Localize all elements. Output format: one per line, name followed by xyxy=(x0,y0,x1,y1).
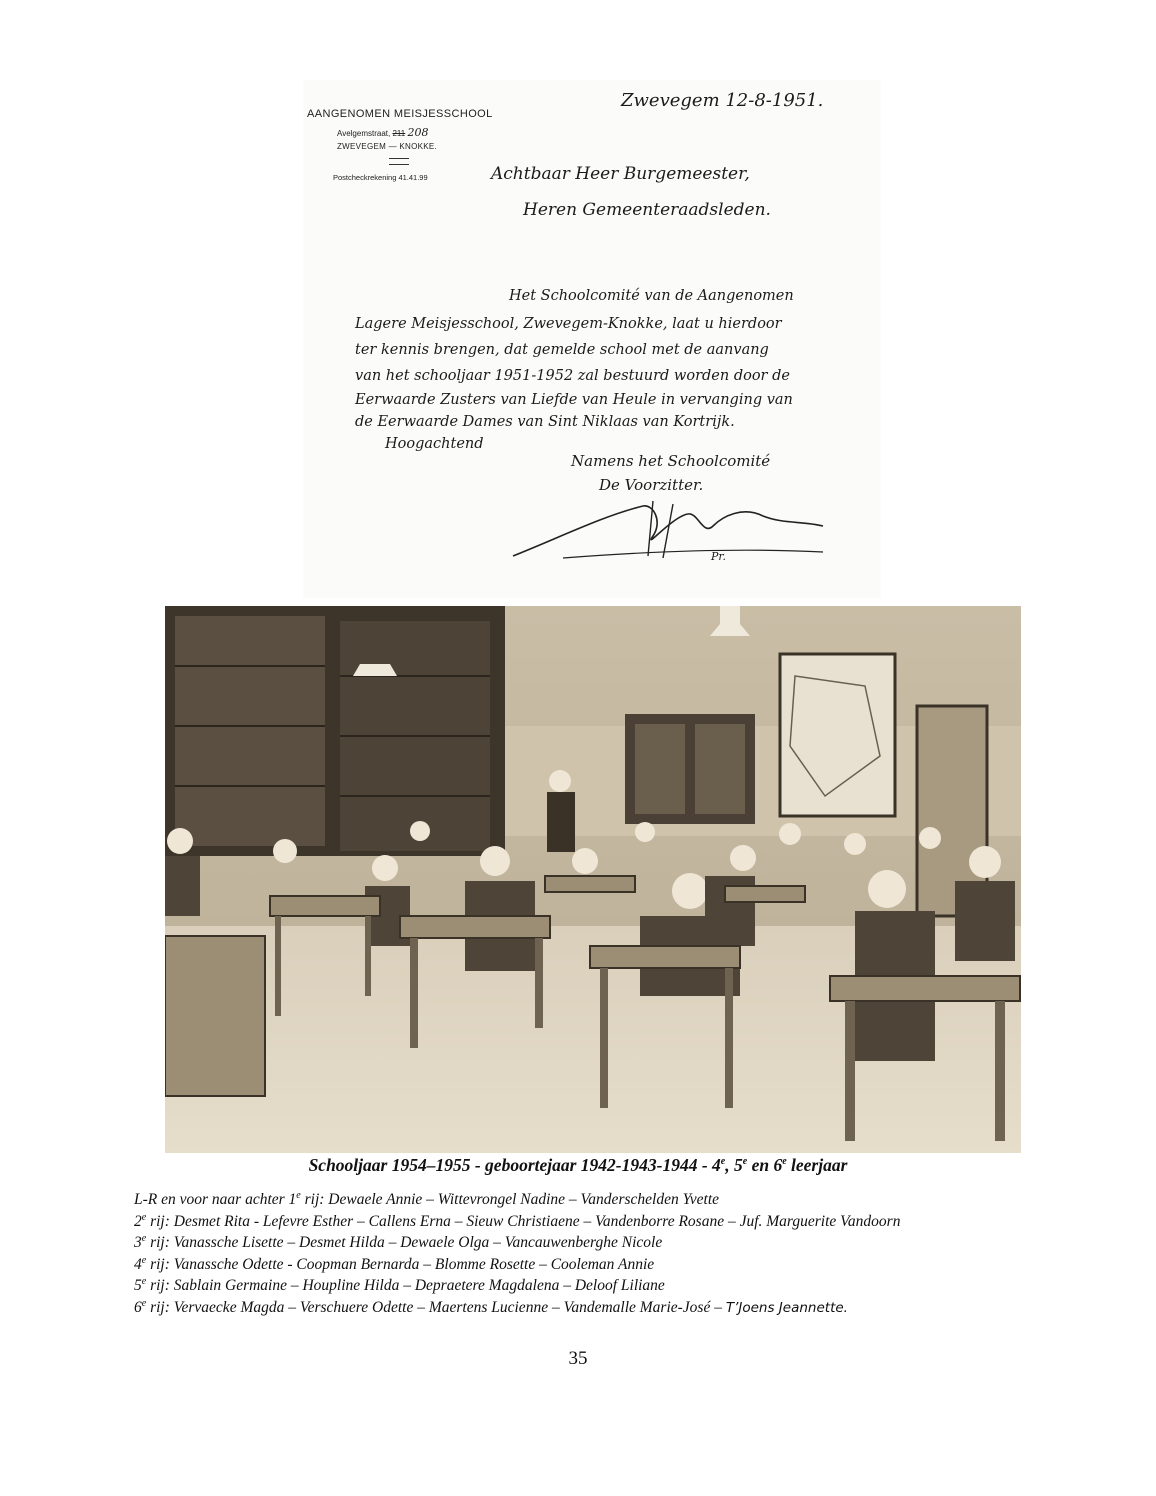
row-names: rij: Dewaele Annie – Wittevrongel Nadine – Vanderschelden Yvette xyxy=(300,1191,720,1208)
letter-body-line: van het schooljaar 1951-1952 zal bestuurd worden door de xyxy=(355,368,790,384)
caption-text: , 5 xyxy=(725,1155,743,1175)
row-names: rij: Desmet Rita - Lefevre Esther – Callens Erna – Sieuw Christiaene – Vandenborre Rosane – Juf. Marguerite Vandoorn xyxy=(146,1212,901,1230)
row-5 xyxy=(134,1275,1034,1297)
letter-body-line: Lagere Meisjesschool, Zwevegem-Knokke, laat u hierdoor xyxy=(355,316,782,332)
row-number: 4 xyxy=(134,1255,142,1273)
row-sup: e xyxy=(141,1297,147,1309)
caption-sup: e xyxy=(720,1156,726,1168)
row-prefix: L-R en voor naar achter 1 xyxy=(134,1191,297,1208)
row-1 xyxy=(134,1189,1034,1211)
row-4 xyxy=(134,1254,1034,1276)
letter-body-line: Hoogachtend xyxy=(385,436,484,452)
row-sup: e xyxy=(141,1211,147,1223)
row-2 xyxy=(134,1211,1034,1233)
row-3 xyxy=(134,1232,1034,1254)
handwritten-letter xyxy=(303,80,881,598)
letterhead-divider xyxy=(389,158,409,165)
letter-body-line: Eerwaarde Zusters van Liefde van Heule in vervanging van xyxy=(355,392,793,408)
classroom-photo xyxy=(165,606,1021,1153)
letterhead-street xyxy=(337,126,428,139)
letter-signoff-1: Namens het Schoolcomité xyxy=(571,452,771,470)
letter-salutation-1: Achtbaar Heer Burgemeester, xyxy=(491,164,750,184)
letterhead-street-name: Avelgemstraat, xyxy=(337,129,391,138)
letter-signature-note: Pr. xyxy=(711,550,726,563)
caption-text: en 6 xyxy=(747,1155,783,1175)
letterhead-old-number: 211 xyxy=(392,129,406,138)
letterhead-postcheck: Postcheckrekening 41.41.99 xyxy=(333,173,428,182)
signature-scribble xyxy=(503,496,833,566)
row-number: 3 xyxy=(134,1234,142,1251)
letter-body-line: de Eerwaarde Dames van Sint Niklaas van Kortrijk. xyxy=(355,414,735,430)
page-number: 35 xyxy=(568,1348,588,1369)
letterhead-school-name: AANGENOMEN MEISJESSCHOOL xyxy=(307,108,493,120)
letterhead-new-number: 208 xyxy=(407,126,429,139)
photo-caption xyxy=(0,1155,1156,1176)
row-names: rij: Vanassche Lisette – Desmet Hilda – Dewaele Olga – Vancauwenberghe Nicole xyxy=(146,1234,663,1251)
row-names-tail: T’Joens Jeannette. xyxy=(725,1299,848,1316)
row-sup: e xyxy=(141,1275,147,1287)
row-number: 6 xyxy=(134,1298,142,1316)
name-list xyxy=(134,1189,1034,1319)
row-sup: e xyxy=(296,1189,301,1201)
row-number: 2 xyxy=(134,1212,142,1230)
letter-date: Zwevegem 12-8-1951. xyxy=(621,90,824,111)
row-number: 5 xyxy=(134,1277,142,1294)
row-6 xyxy=(134,1297,1034,1320)
letter-salutation-2: Heren Gemeenteraadsleden. xyxy=(523,200,771,220)
row-names: rij: Sablain Germaine – Houpline Hilda – Depraetere Magdalena – Deloof Liliane xyxy=(146,1277,665,1294)
caption-sup: e xyxy=(742,1156,748,1168)
row-names: rij: Vervaecke Magda – Verschuere Odette – Maertens Lucienne – Vandemalle Marie-José – xyxy=(146,1298,726,1316)
letterhead-city: ZWEVEGEM — KNOKKE. xyxy=(337,142,438,151)
row-sup: e xyxy=(141,1254,147,1266)
letter-body-line: Het Schoolcomité van de Aangenomen xyxy=(509,288,794,304)
caption-text: Schooljaar 1954–1955 - geboortejaar 1942-1943-1944 - 4 xyxy=(308,1155,721,1175)
row-sup: e xyxy=(141,1232,147,1244)
row-names: rij: Vanassche Odette - Coopman Bernarda – Blomme Rosette – Cooleman Annie xyxy=(146,1255,655,1273)
letter-body-line: ter kennis brengen, dat gemelde school met de aanvang xyxy=(355,342,769,358)
caption-sup: e xyxy=(782,1156,787,1168)
letter-signoff-2: De Voorzitter. xyxy=(599,476,704,494)
caption-text: leerjaar xyxy=(786,1155,848,1175)
